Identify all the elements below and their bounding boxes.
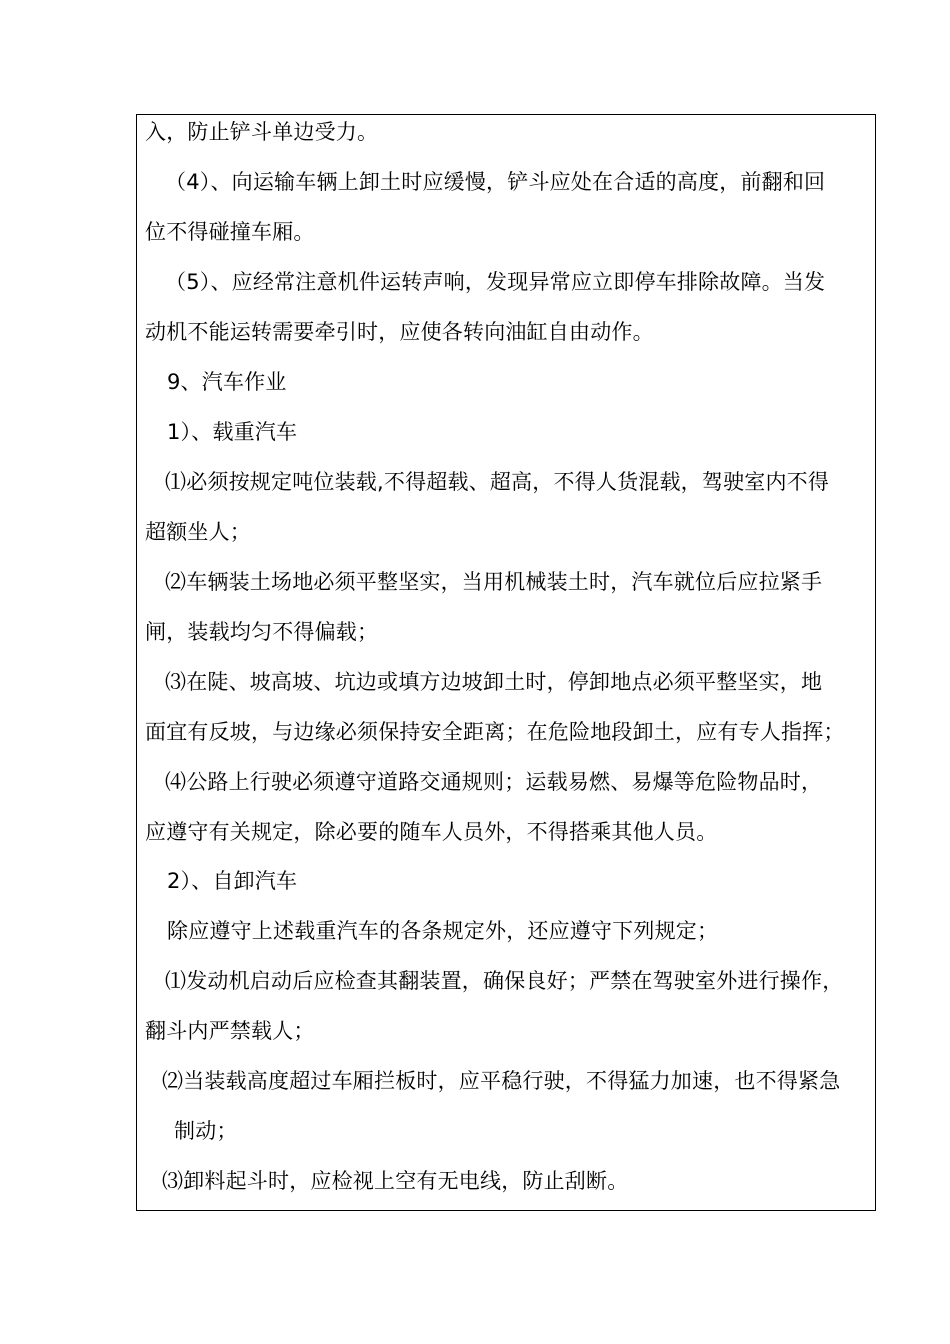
text-line: 位不得碰撞车厢。: [145, 220, 315, 244]
text-line: ⑵车辆装土场地必须平整坚实，当用机械装土时，汽车就位后应拉紧手: [165, 570, 823, 594]
text-line: 闸，装载均匀不得偏载；: [145, 620, 379, 644]
text-line: 面宜有反坡，与边缘必须保持安全距离；在危险地段卸土，应有专人指挥；: [145, 720, 845, 744]
text-line: 超额坐人；: [145, 520, 251, 544]
text-line: ⑶卸料起斗时，应检视上空有无电线，防止刮断。: [162, 1169, 629, 1193]
text-line: ⑶在陡、坡高坡、坑边或填方边坡卸土时，停卸地点必须平整坚实，地: [165, 670, 823, 694]
text-line: 翻斗内严禁载人；: [145, 1019, 315, 1043]
text-line: 动机不能运转需要牵引时，应使各转向油缸自由动作。: [145, 320, 654, 344]
text-line: （4）、向运输车辆上卸土时应缓慢，铲斗应处在合适的高度，前翻和回: [165, 170, 826, 194]
text-line: ⑷公路上行驶必须遵守道路交通规则；运载易燃、易爆等危险物品时，: [165, 770, 823, 794]
text-line: 应遵守有关规定，除必要的随车人员外，不得搭乘其他人员。: [145, 820, 718, 844]
text-line: 入，防止铲斗单边受力。: [145, 120, 379, 144]
text-line: （5）、应经常注意机件运转声响，发现异常应立即停车排除故障。当发: [165, 270, 826, 294]
subsection-heading: 2）、自卸汽车: [167, 869, 298, 893]
subsection-heading: 1）、载重汽车: [167, 420, 298, 444]
text-line: ⑴发动机启动后应检查其翻装置，确保良好；严禁在驾驶室外进行操作，: [165, 969, 844, 993]
text-line: ⑴必须按规定吨位装载,不得超载、超高，不得人货混载，驾驶室内不得: [165, 470, 830, 494]
text-line: ⑵当装载高度超过车厢拦板时，应平稳行驶，不得猛力加速，也不得紧急: [162, 1069, 841, 1093]
text-line: 除应遵守上述载重汽车的各条规定外，还应遵守下列规定；: [167, 919, 719, 943]
section-heading: 9、汽车作业: [167, 370, 287, 394]
text-line: 制动；: [174, 1119, 238, 1143]
